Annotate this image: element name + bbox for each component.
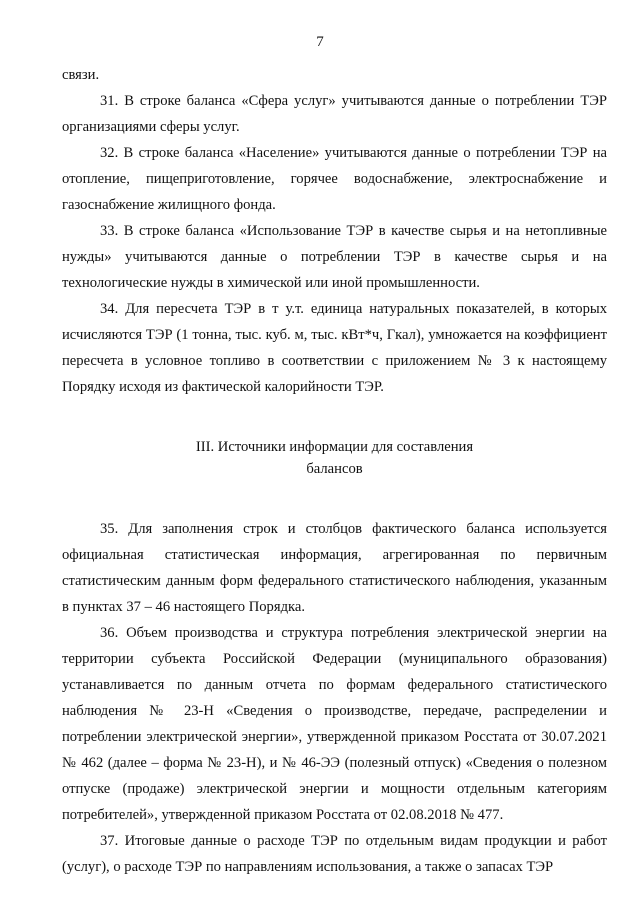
- paragraph-32: 32. В строке баланса «Население» учитываются данные о потреблении ТЭР на отопление, пищеприготовление, горячее водоснабжение, электроснабжение и газоснабжение жилищного фонда.: [62, 145, 607, 213]
- paragraph-36: 36. Объем производства и структура потребления электрической энергии на территории субъекта Российской Федерации (муниципального образования) устанавливается по данным отчета по формам федерального статистического наблюдения № 23-Н «Сведения о производстве, передаче, распределении и потреблении электрической энергии», утвержденной приказом Росстата от 30.07.2021 № 462 (далее – форма № 23-Н), и № 46-ЭЭ (полезный отпуск) «Сведения о полезном отпуске (продаже) электрической энергии и мощности отдельным категориям потребителей», утвержденной приказом Росстата от 02.08.2018 № 477.: [62, 625, 607, 823]
- paragraph-33: 33. В строке баланса «Использование ТЭР в качестве сырья и на нетопливные нужды» учитываются данные о потреблении ТЭР в качестве сырья и на технологические нужды в химической или иной промышленности.: [62, 223, 607, 291]
- paragraph-31: 31. В строке баланса «Сфера услуг» учитываются данные о потреблении ТЭР организациями сферы услуг.: [62, 93, 607, 135]
- section-heading: [62, 436, 607, 480]
- paragraph-35: 35. Для заполнения строк и столбцов фактического баланса используется официальная статистическая информация, агрегированная по первичным статистическим данным форм федерального статистического наблюдения, указанным в пунктах 37 – 46 настоящего Порядка.: [62, 521, 607, 615]
- page-number: 7: [316, 34, 324, 50]
- document-body: [62, 62, 607, 880]
- section-heading-line-1: III. Источники информации для составления: [195, 439, 474, 455]
- paragraph-37: 37. Итоговые данные о расходе ТЭР по отдельным видам продукции и работ (услуг), о расходе ТЭР по направлениям использования, а также о запасах ТЭР: [62, 833, 607, 875]
- paragraph-34: 34. Для пересчета ТЭР в т у.т. единица натуральных показателей, в которых исчисляются ТЭР (1 тонна, тыс. куб. м, тыс. кВт*ч, Гкал), умножается на коэффициент пересчета в условное топливо в соответствии с приложением № 3 к настоящему Порядку исходя из фактической калорийности ТЭР.: [62, 301, 607, 395]
- paragraph-continuation: связи.: [62, 67, 100, 83]
- section-heading-line-2: балансов: [306, 461, 363, 477]
